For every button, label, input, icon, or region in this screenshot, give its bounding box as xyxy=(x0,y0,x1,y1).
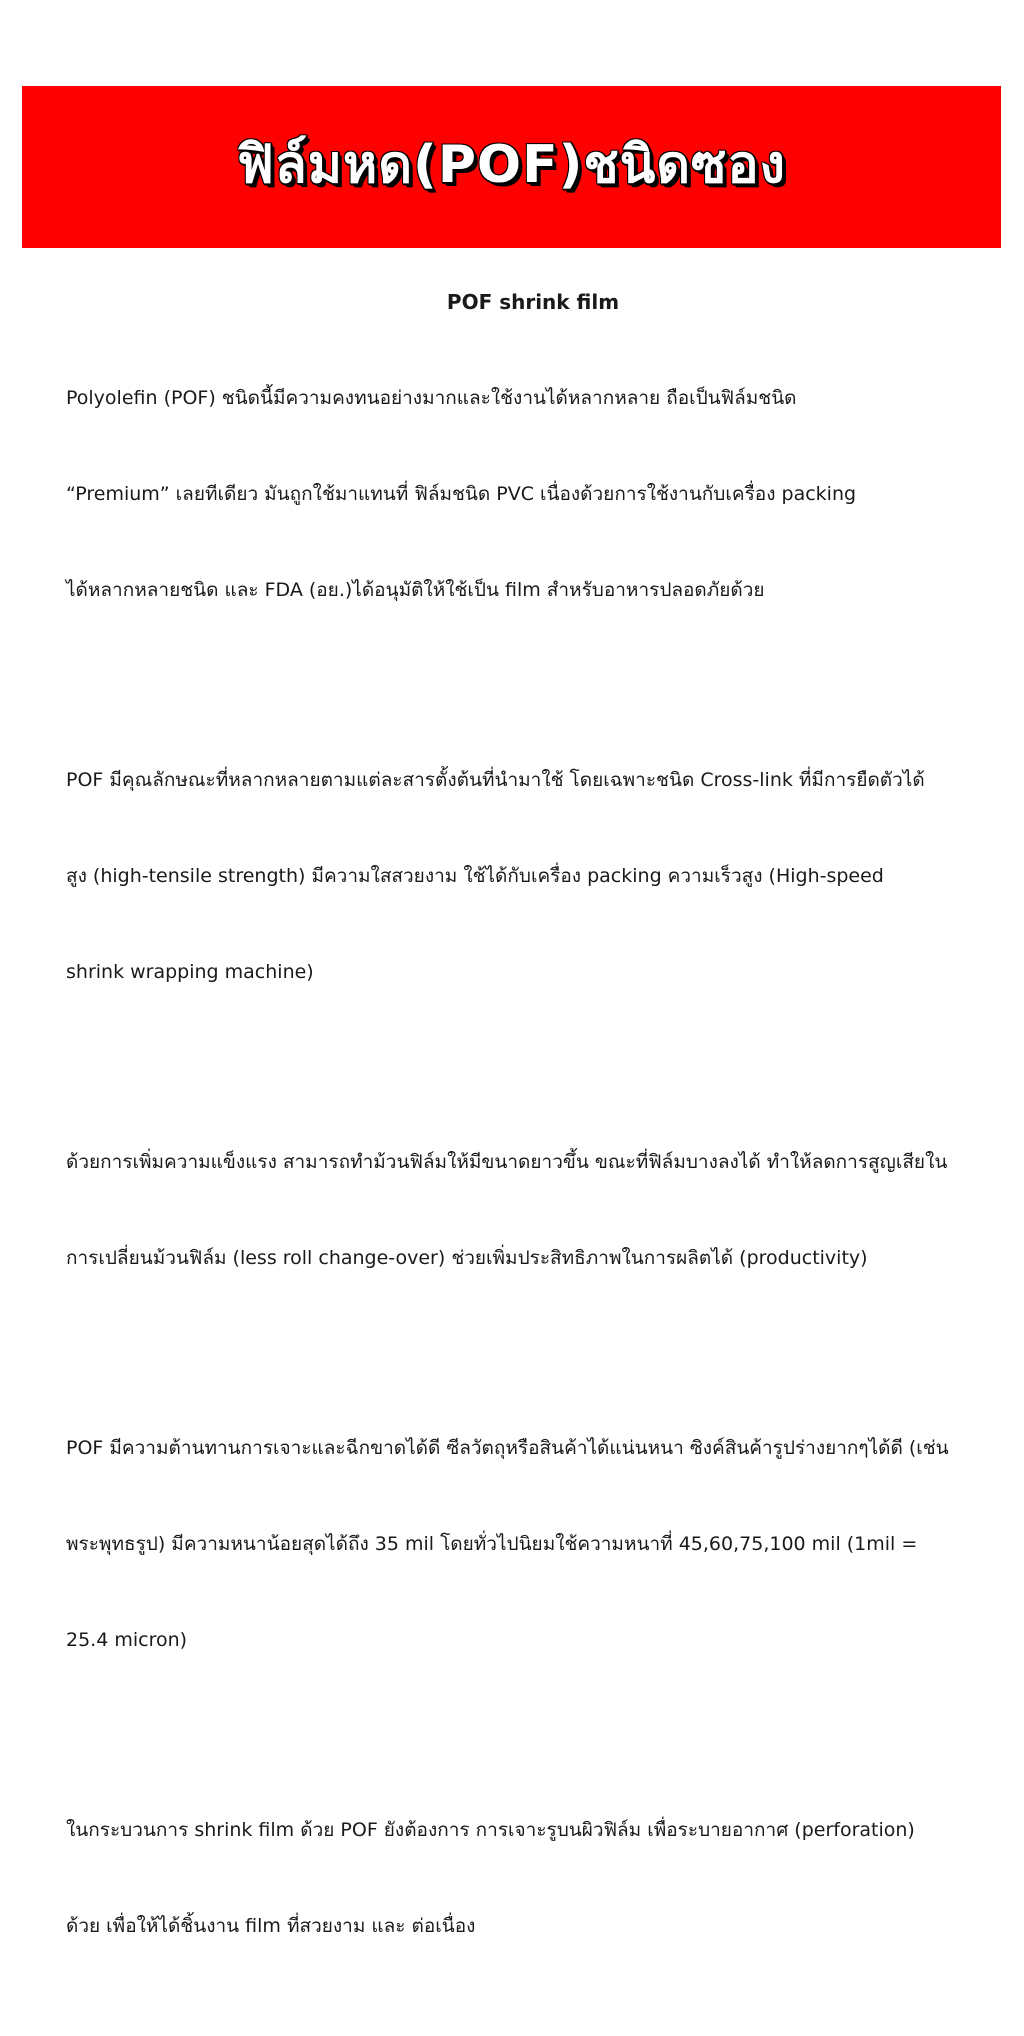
paragraph-line: ด้วยการเพิ่มความแข็งแรง สามารถทำม้วนฟิล์มให้มีขนาดยาวขึ้น ขณะที่ฟิล์มบางลงได้ ทำให้ลดการสูญเสียใน xyxy=(66,1151,948,1173)
banner-title: ฟิล์มหด(POF)ชนิดซอง xyxy=(237,134,786,195)
paragraph-line: 25.4 micron) xyxy=(66,1629,188,1651)
paragraph-line: ในกระบวนการ shrink film ด้วย POF ยังต้องการ การเจาะรูบนผิวฟิล์ม เพื่อระบายอากาศ (perforation) xyxy=(66,1819,915,1841)
paragraph-resistance xyxy=(66,1368,990,1720)
paragraph-strength xyxy=(66,1082,990,1338)
paragraph-perforation xyxy=(66,1750,990,2006)
paragraph-line: POF มีคุณลักษณะที่หลากหลายตามแต่ละสารตั้งต้นที่นำมาใช้ โดยเฉพาะชนิด Cross-link ที่มีการยืดตัวได้ xyxy=(66,769,925,791)
title-banner xyxy=(22,86,1001,248)
paragraph-line: ได้หลากหลายชนิด และ FDA (อย.)ได้อนุมัติให้ใช้เป็น film สำหรับอาหารปลอดภัยด้วย xyxy=(66,579,765,601)
paragraph-line: POF มีความต้านทานการเจาะและฉีกขาดได้ดี ซีลวัตถุหรือสินค้าได้แน่นหนา ซิงค์สินค้ารูปร่างยากๆได้ดี (เช่น xyxy=(66,1437,949,1459)
document-heading: POF shrink film xyxy=(446,290,620,314)
paragraph-line: “Premium” เลยทีเดียว มันถูกใช้มาแทนที่ ฟิล์มชนิด PVC เนื่องด้วยการใช้งานกับเครื่อง packing xyxy=(66,483,857,505)
paragraph-line: ด้วย เพื่อให้ได้ชิ้นงาน film ที่สวยงาม และ ต่อเนื่อง xyxy=(66,1915,476,1937)
document-body xyxy=(66,290,990,2036)
paragraph-intro xyxy=(66,318,990,670)
paragraph-line: พระพุทธรูป) มีความหนาน้อยสุดได้ถึง 35 mil โดยทั่วไปนิยมใช้ความหนาที่ 45,60,75,100 mil (1mil = xyxy=(66,1533,918,1555)
paragraph-line: Polyolefin (POF) ชนิดนี้มีความคงทนอย่างมากและใช้งานได้หลากหลาย ถือเป็นฟิล์มชนิด xyxy=(66,387,797,409)
paragraph-properties xyxy=(66,700,990,1052)
paragraph-line: การเปลี่ยนม้วนฟิล์ม (less roll change-over) ช่วยเพิ่มประสิทธิภาพในการผลิตได้ (productivity) xyxy=(66,1247,868,1269)
paragraph-line: shrink wrapping machine) xyxy=(66,961,314,983)
paragraph-line: สูง (high-tensile strength) มีความใสสวยงาม ใช้ได้กับเครื่อง packing ความเร็วสูง (High-speed xyxy=(66,865,884,887)
